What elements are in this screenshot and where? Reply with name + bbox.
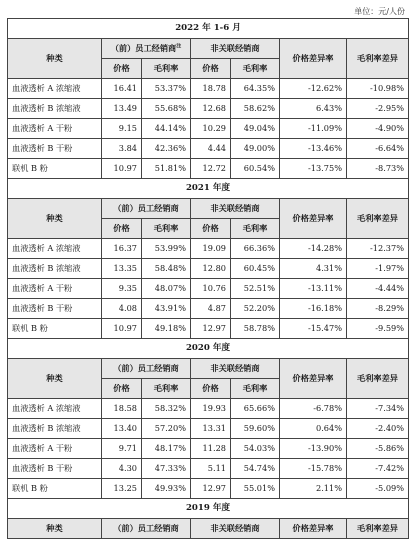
header-group-employee-distributor <box>102 359 191 379</box>
table-row <box>8 439 409 459</box>
footnote-mark: 注 <box>176 43 182 50</box>
product-name: 血液透析 B 浓缩液 <box>8 259 102 279</box>
value-cell: 54.74% <box>231 459 280 479</box>
section-title: 2021 年度 <box>8 179 409 199</box>
value-cell: 54.03% <box>231 439 280 459</box>
table-row <box>8 459 409 479</box>
header-margin: 毛利率 <box>142 379 191 399</box>
table-row <box>8 159 409 179</box>
value-cell: 55.01% <box>231 479 280 499</box>
value-cell: 51.81% <box>142 159 191 179</box>
header-margin: 毛利率 <box>231 59 280 79</box>
value-cell: 13.49 <box>102 99 142 119</box>
value-cell: 42.36% <box>142 139 191 159</box>
table-row <box>8 259 409 279</box>
value-cell: -5.09% <box>347 479 409 499</box>
value-cell: 43.91% <box>142 299 191 319</box>
header-price: 价格 <box>102 59 142 79</box>
header-price: 价格 <box>191 219 231 239</box>
value-cell: -8.73% <box>347 159 409 179</box>
value-cell: 0.64% <box>280 419 347 439</box>
header-margin: 毛利率 <box>142 219 191 239</box>
value-cell: -11.09% <box>280 119 347 139</box>
product-name: 血液透析 B 浓缩液 <box>8 419 102 439</box>
value-cell: -16.18% <box>280 299 347 319</box>
header-group1-label: （前）员工经销商 <box>113 203 179 214</box>
product-name: 血液透析 B 干粉 <box>8 299 102 319</box>
header-margin: 毛利率 <box>231 379 280 399</box>
product-name: 联机 B 粉 <box>8 319 102 339</box>
product-name: 联机 B 粉 <box>8 479 102 499</box>
product-name: 血液透析 A 浓缩液 <box>8 399 102 419</box>
value-cell: 58.48% <box>142 259 191 279</box>
value-cell: 49.93% <box>142 479 191 499</box>
value-cell: 60.54% <box>231 159 280 179</box>
table-row <box>8 99 409 119</box>
value-cell: 58.78% <box>231 319 280 339</box>
value-cell: 49.18% <box>142 319 191 339</box>
product-name: 血液透析 B 浓缩液 <box>8 99 102 119</box>
value-cell: 11.28 <box>191 439 231 459</box>
value-cell: 12.68 <box>191 99 231 119</box>
value-cell: 55.68% <box>142 99 191 119</box>
value-cell: 49.04% <box>231 119 280 139</box>
value-cell: 4.44 <box>191 139 231 159</box>
value-cell: 59.60% <box>231 419 280 439</box>
header-price-diff: 价格差异率 <box>280 199 347 239</box>
header-kind: 种类 <box>8 519 102 539</box>
value-cell: 18.78 <box>191 79 231 99</box>
value-cell: 66.36% <box>231 239 280 259</box>
table-body <box>8 19 409 539</box>
value-cell: 2.11% <box>280 479 347 499</box>
value-cell: -5.86% <box>347 439 409 459</box>
table-row <box>8 279 409 299</box>
header-group-nonrelated-distributor: 非关联经销商 <box>191 519 280 539</box>
value-cell: 65.66% <box>231 399 280 419</box>
value-cell: 13.40 <box>102 419 142 439</box>
header-margin-diff: 毛利率差异 <box>347 39 409 79</box>
header-margin-diff: 毛利率差异 <box>347 359 409 399</box>
value-cell: 16.37 <box>102 239 142 259</box>
value-cell: -7.42% <box>347 459 409 479</box>
value-cell: -12.62% <box>280 79 347 99</box>
value-cell: 52.20% <box>231 299 280 319</box>
header-price: 价格 <box>191 379 231 399</box>
header-price-diff: 价格差异率 <box>280 519 347 539</box>
header-price: 价格 <box>102 379 142 399</box>
header-group-nonrelated-distributor: 非关联经销商 <box>191 359 280 379</box>
value-cell: -6.78% <box>280 399 347 419</box>
value-cell: 48.17% <box>142 439 191 459</box>
header-kind: 种类 <box>8 359 102 399</box>
value-cell: -13.46% <box>280 139 347 159</box>
value-cell: -7.34% <box>347 399 409 419</box>
value-cell: 4.87 <box>191 299 231 319</box>
table-row <box>8 419 409 439</box>
value-cell: 12.97 <box>191 319 231 339</box>
header-row <box>8 519 409 539</box>
header-group-nonrelated-distributor: 非关联经销商 <box>191 39 280 59</box>
value-cell: 53.99% <box>142 239 191 259</box>
value-cell: 9.71 <box>102 439 142 459</box>
value-cell: 18.58 <box>102 399 142 419</box>
unit-label: 单位：元/人份 <box>354 7 405 16</box>
table-row <box>8 119 409 139</box>
header-price: 价格 <box>102 219 142 239</box>
header-price-diff: 价格差异率 <box>280 39 347 79</box>
section-title-row <box>8 499 409 519</box>
header-row <box>8 199 409 219</box>
value-cell: 57.20% <box>142 419 191 439</box>
value-cell: 10.97 <box>102 159 142 179</box>
product-name: 血液透析 A 干粉 <box>8 119 102 139</box>
value-cell: 9.35 <box>102 279 142 299</box>
table-row <box>8 79 409 99</box>
value-cell: 5.11 <box>191 459 231 479</box>
value-cell: 19.93 <box>191 399 231 419</box>
header-margin-diff: 毛利率差异 <box>347 199 409 239</box>
value-cell: -13.75% <box>280 159 347 179</box>
value-cell: 58.32% <box>142 399 191 419</box>
price-comparison-table <box>7 18 409 539</box>
value-cell: 3.84 <box>102 139 142 159</box>
header-margin-diff: 毛利率差异 <box>347 519 409 539</box>
table-row <box>8 239 409 259</box>
value-cell: 12.80 <box>191 259 231 279</box>
value-cell: 52.51% <box>231 279 280 299</box>
value-cell: -9.59% <box>347 319 409 339</box>
value-cell: 10.97 <box>102 319 142 339</box>
value-cell: 53.37% <box>142 79 191 99</box>
value-cell: -2.40% <box>347 419 409 439</box>
header-row <box>8 359 409 379</box>
section-title: 2019 年度 <box>8 499 409 519</box>
table-row <box>8 319 409 339</box>
header-margin: 毛利率 <box>142 59 191 79</box>
table-row <box>8 399 409 419</box>
section-title-row <box>8 179 409 199</box>
header-group1-label: （前）员工经销商 <box>113 363 179 374</box>
value-cell: 49.00% <box>231 139 280 159</box>
value-cell: 13.35 <box>102 259 142 279</box>
header-group1-label: （前）员工经销商 <box>113 523 179 534</box>
product-name: 血液透析 A 浓缩液 <box>8 239 102 259</box>
value-cell: 44.14% <box>142 119 191 139</box>
header-group-employee-distributor <box>102 39 191 59</box>
value-cell: 10.29 <box>191 119 231 139</box>
table-row <box>8 479 409 499</box>
value-cell: 4.30 <box>102 459 142 479</box>
value-cell: 64.35% <box>231 79 280 99</box>
value-cell: -2.95% <box>347 99 409 119</box>
table-row <box>8 299 409 319</box>
section-title: 2022 年 1-6 月 <box>8 19 409 39</box>
value-cell: -8.29% <box>347 299 409 319</box>
value-cell: 4.08 <box>102 299 142 319</box>
value-cell: 16.41 <box>102 79 142 99</box>
value-cell: 9.15 <box>102 119 142 139</box>
header-group-employee-distributor <box>102 199 191 219</box>
value-cell: -6.64% <box>347 139 409 159</box>
value-cell: 12.72 <box>191 159 231 179</box>
header-kind: 种类 <box>8 39 102 79</box>
header-price: 价格 <box>191 59 231 79</box>
section-title: 2020 年度 <box>8 339 409 359</box>
value-cell: 60.45% <box>231 259 280 279</box>
value-cell: 13.31 <box>191 419 231 439</box>
value-cell: -4.90% <box>347 119 409 139</box>
header-kind: 种类 <box>8 199 102 239</box>
table-row <box>8 139 409 159</box>
value-cell: -13.11% <box>280 279 347 299</box>
product-name: 血液透析 B 干粉 <box>8 459 102 479</box>
value-cell: -1.97% <box>347 259 409 279</box>
value-cell: 12.97 <box>191 479 231 499</box>
header-row <box>8 39 409 59</box>
product-name: 血液透析 B 干粉 <box>8 139 102 159</box>
value-cell: -12.37% <box>347 239 409 259</box>
value-cell: -15.47% <box>280 319 347 339</box>
value-cell: 19.09 <box>191 239 231 259</box>
value-cell: -13.90% <box>280 439 347 459</box>
value-cell: 48.07% <box>142 279 191 299</box>
value-cell: -10.98% <box>347 79 409 99</box>
value-cell: -4.44% <box>347 279 409 299</box>
header-margin: 毛利率 <box>231 219 280 239</box>
product-name: 血液透析 A 干粉 <box>8 279 102 299</box>
value-cell: 47.33% <box>142 459 191 479</box>
value-cell: 58.62% <box>231 99 280 119</box>
header-group-nonrelated-distributor: 非关联经销商 <box>191 199 280 219</box>
section-title-row <box>8 19 409 39</box>
header-price-diff: 价格差异率 <box>280 359 347 399</box>
product-name: 联机 B 粉 <box>8 159 102 179</box>
header-group1-label: （前）员工经销商 <box>110 43 177 54</box>
product-name: 血液透析 A 浓缩液 <box>8 79 102 99</box>
value-cell: 13.25 <box>102 479 142 499</box>
header-group-employee-distributor <box>102 519 191 539</box>
section-title-row <box>8 339 409 359</box>
value-cell: 10.76 <box>191 279 231 299</box>
value-cell: 4.31% <box>280 259 347 279</box>
product-name: 血液透析 A 干粉 <box>8 439 102 459</box>
value-cell: -15.78% <box>280 459 347 479</box>
value-cell: 6.43% <box>280 99 347 119</box>
value-cell: -14.28% <box>280 239 347 259</box>
